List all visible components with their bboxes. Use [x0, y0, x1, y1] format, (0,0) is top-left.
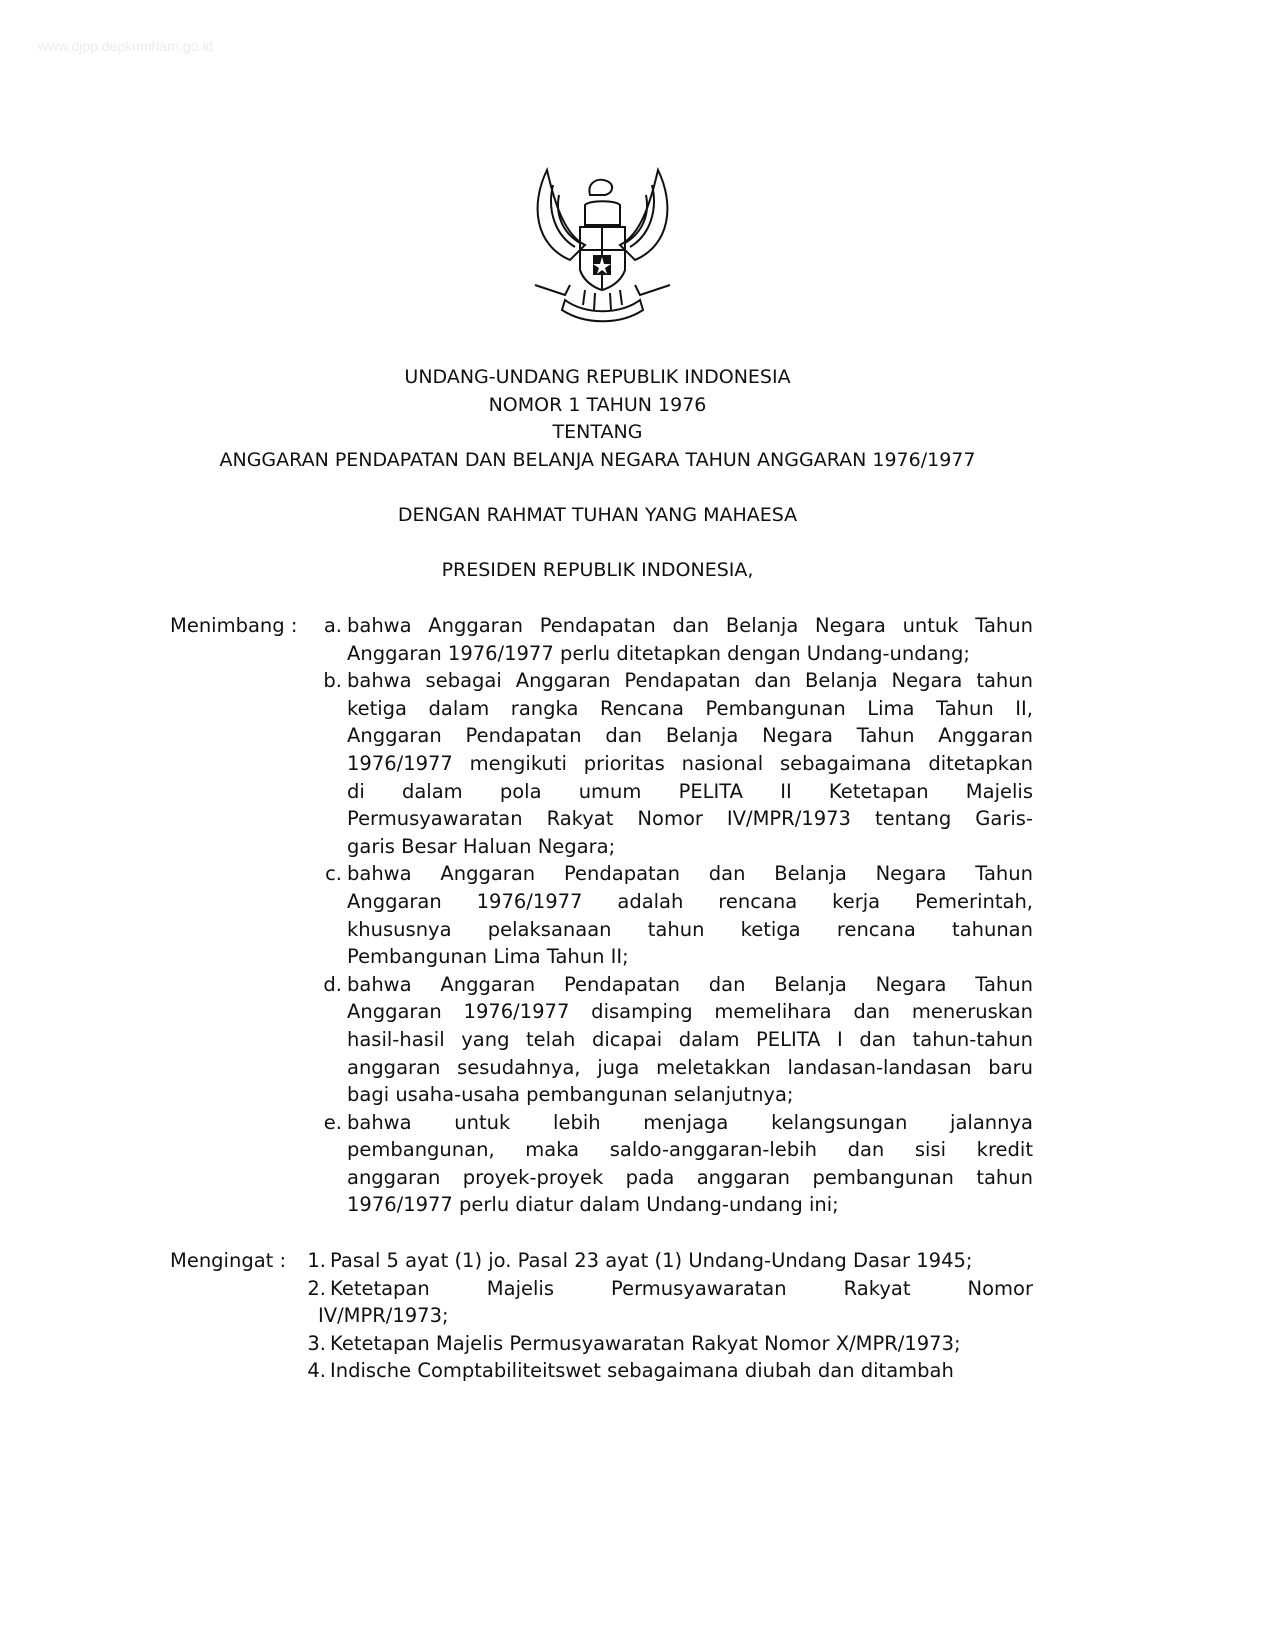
menimbang-item-marker: d. — [323, 972, 342, 996]
menimbang-line — [0, 778, 1275, 806]
menimbang-label: Menimbang : — [170, 614, 298, 637]
mengingat-item-text: Indische Comptabiliteitswet sebagaimana diubah dan ditambah — [330, 1359, 954, 1383]
mengingat-item-marker: 3. — [307, 1331, 326, 1355]
menimbang-item-text: Permusyawaratan Rakyat Nomor IV/MPR/1973 tentang Garis- — [347, 807, 1033, 831]
document-header — [0, 364, 1195, 585]
garuda-emblem-icon — [525, 165, 680, 330]
mengingat-item-marker: 4. — [307, 1359, 326, 1383]
menimbang-line — [0, 860, 1275, 888]
menimbang-item-text: hasil-hasil yang telah dicapai dalam PELITA I dan tahun-tahun — [347, 1027, 1033, 1051]
menimbang-line — [0, 1026, 1275, 1054]
watermark: www.djpp.depkumham.go.id — [38, 38, 214, 54]
menimbang-item-text: ketiga dalam rangka Rencana Pembangunan Lima Tahun II, — [347, 696, 1033, 720]
menimbang-line — [0, 695, 1275, 723]
menimbang-item-marker: b. — [323, 669, 342, 693]
law-number: NOMOR 1 TAHUN 1976 — [488, 393, 707, 416]
mengingat-line — [0, 1275, 1275, 1303]
menimbang-item-text: bagi usaha-usaha pembangunan selanjutnya; — [347, 1083, 794, 1107]
menimbang-line — [0, 1081, 1275, 1109]
menimbang-line — [0, 1164, 1275, 1192]
menimbang-item-text: bahwa Anggaran Pendapatan dan Belanja Negara Tahun — [347, 862, 1033, 886]
menimbang-item-text: pembangunan, maka saldo-anggaran-lebih dan sisi kredit — [347, 1138, 1033, 1162]
menimbang-item-text: garis Besar Haluan Negara; — [347, 834, 616, 858]
law-subject: ANGGARAN PENDAPATAN DAN BELANJA NEGARA TAHUN ANGGARAN 1976/1977 — [219, 448, 976, 471]
menimbang-item-text: 1976/1977 mengikuti prioritas nasional sebagaimana ditetapkan — [347, 751, 1033, 775]
menimbang-line — [0, 833, 1275, 861]
menimbang-line — [0, 998, 1275, 1026]
menimbang-item-text: anggaran sesudahnya, juga meletakkan landasan-landasan baru — [347, 1055, 1033, 1079]
menimbang-item-marker: a. — [323, 614, 342, 637]
menimbang-item-text: di dalam pola umum PELITA II Ketetapan Majelis — [347, 779, 1033, 803]
menimbang-item-marker: c. — [325, 862, 342, 886]
mengingat-label: Mengingat : — [170, 1249, 287, 1272]
menimbang-line — [0, 971, 1275, 999]
mengingat-item-text: Pasal 5 ayat (1) jo. Pasal 23 ayat (1) Undang-Undang Dasar 1945; — [330, 1249, 973, 1272]
menimbang-line — [0, 805, 1275, 833]
mengingat-item-text: IV/MPR/1973; — [318, 1304, 449, 1328]
preamble-president: PRESIDEN REPUBLIK INDONESIA, — [441, 559, 754, 582]
menimbang-section — [0, 612, 1275, 1219]
preamble-invocation: DENGAN RAHMAT TUHAN YANG MAHAESA — [397, 503, 798, 526]
menimbang-line — [0, 943, 1275, 971]
menimbang-item-text: Anggaran 1976/1977 perlu ditetapkan dengan Undang-undang; — [347, 641, 970, 665]
mengingat-line — [0, 1357, 1275, 1385]
menimbang-item-text: 1976/1977 perlu diatur dalam Undang-undang ini; — [347, 1193, 839, 1217]
menimbang-item-text: bahwa Anggaran Pendapatan dan Belanja Negara untuk Tahun — [347, 614, 1033, 637]
menimbang-line — [0, 722, 1275, 750]
menimbang-item-text: anggaran proyek-proyek pada anggaran pembangunan tahun — [347, 1165, 1033, 1189]
menimbang-line — [0, 1054, 1275, 1082]
menimbang-line — [0, 1109, 1275, 1137]
menimbang-line — [0, 1191, 1275, 1219]
mengingat-item-marker: 2. — [307, 1276, 326, 1300]
menimbang-item-text: bahwa sebagai Anggaran Pendapatan dan Belanja Negara tahun — [347, 669, 1033, 693]
menimbang-item-text: Anggaran 1976/1977 adalah rencana kerja Pemerintah, — [347, 889, 1033, 913]
mengingat-line — [0, 1302, 1275, 1330]
menimbang-item-text: Pembangunan Lima Tahun II; — [347, 945, 629, 969]
mengingat-section — [0, 1247, 1275, 1385]
menimbang-line — [0, 1136, 1275, 1164]
mengingat-line — [0, 1330, 1275, 1358]
menimbang-item-text: bahwa untuk lebih menjaga kelangsungan jalannya — [347, 1110, 1033, 1134]
law-title: UNDANG-UNDANG REPUBLIK INDONESIA — [404, 366, 791, 388]
mengingat-item-marker: 1. — [307, 1249, 326, 1272]
menimbang-item-text: Anggaran Pendapatan dan Belanja Negara Tahun Anggaran — [347, 724, 1033, 748]
law-about: TENTANG — [552, 421, 643, 444]
menimbang-item-marker: e. — [323, 1110, 342, 1134]
mengingat-item-text: Ketetapan Majelis Permusyawaratan Rakyat Nomor X/MPR/1973; — [330, 1331, 961, 1355]
menimbang-line — [0, 888, 1275, 916]
menimbang-line — [0, 612, 1275, 640]
mengingat-item-text: Ketetapan Majelis Permusyawaratan Rakyat Nomor — [330, 1276, 1033, 1300]
menimbang-line — [0, 916, 1275, 944]
menimbang-line — [0, 640, 1275, 668]
menimbang-item-text: bahwa Anggaran Pendapatan dan Belanja Negara Tahun — [347, 972, 1033, 996]
menimbang-item-text: khususnya pelaksanaan tahun ketiga rencana tahunan — [347, 917, 1033, 941]
menimbang-line — [0, 667, 1275, 695]
menimbang-line — [0, 750, 1275, 778]
menimbang-item-text: Anggaran 1976/1977 disamping memelihara dan meneruskan — [347, 1000, 1033, 1024]
mengingat-line — [0, 1247, 1275, 1275]
